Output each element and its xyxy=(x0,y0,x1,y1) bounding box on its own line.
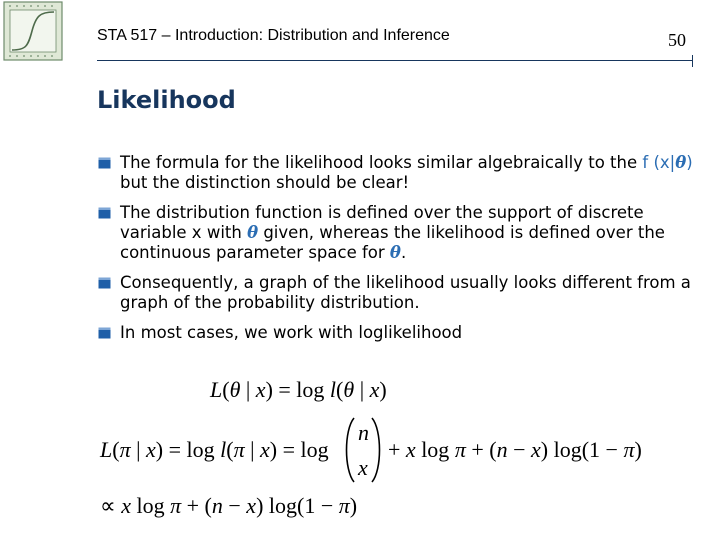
bullet-text: but the distinction should be clear! xyxy=(120,173,410,192)
binomial-right-paren xyxy=(372,418,380,482)
binomial-n: n xyxy=(358,420,369,445)
bullet-text: . xyxy=(400,243,407,262)
binomial-left-paren xyxy=(347,418,355,482)
theta-symbol: θ xyxy=(675,153,687,172)
bullet-text: given, whereas the likelihood is defined over the continuous parameter space for xyxy=(120,223,665,262)
bullet-text: Consequently, a graph of the likelihood usually looks different from a graph of the probability distribution. xyxy=(120,273,691,312)
bullet-text: The distribution function is defined over the support of discrete variable x with xyxy=(120,203,644,242)
bullet-text: In most cases, we work with loglikelihood xyxy=(120,323,463,342)
page-number: 50 xyxy=(668,30,686,50)
theta-symbol: θ xyxy=(389,243,401,262)
course-title: STA 517 – Introduction: Distribution and Inference xyxy=(97,27,450,44)
binomial-loglikelihood-lhs: L(π | x) = log l(π | x) = log xyxy=(100,437,329,462)
density-notation: f (x| xyxy=(642,153,676,172)
bullet-text: The formula for the likelihood looks similar algebraically to the xyxy=(120,153,643,172)
proportional-loglikelihood: ∝ x log π + (n − x) log(1 − π) xyxy=(100,493,358,518)
loglikelihood-definition: L(θ | x) = log l(θ | x) xyxy=(210,377,387,402)
binomial-x: x xyxy=(358,455,368,480)
binomial-loglikelihood-rhs: + x log π + (n − x) log(1 − π) xyxy=(388,437,642,462)
slide-title: Likelihood xyxy=(97,86,236,114)
theta-symbol: θ xyxy=(247,223,259,242)
density-notation-close: ) xyxy=(686,153,693,172)
